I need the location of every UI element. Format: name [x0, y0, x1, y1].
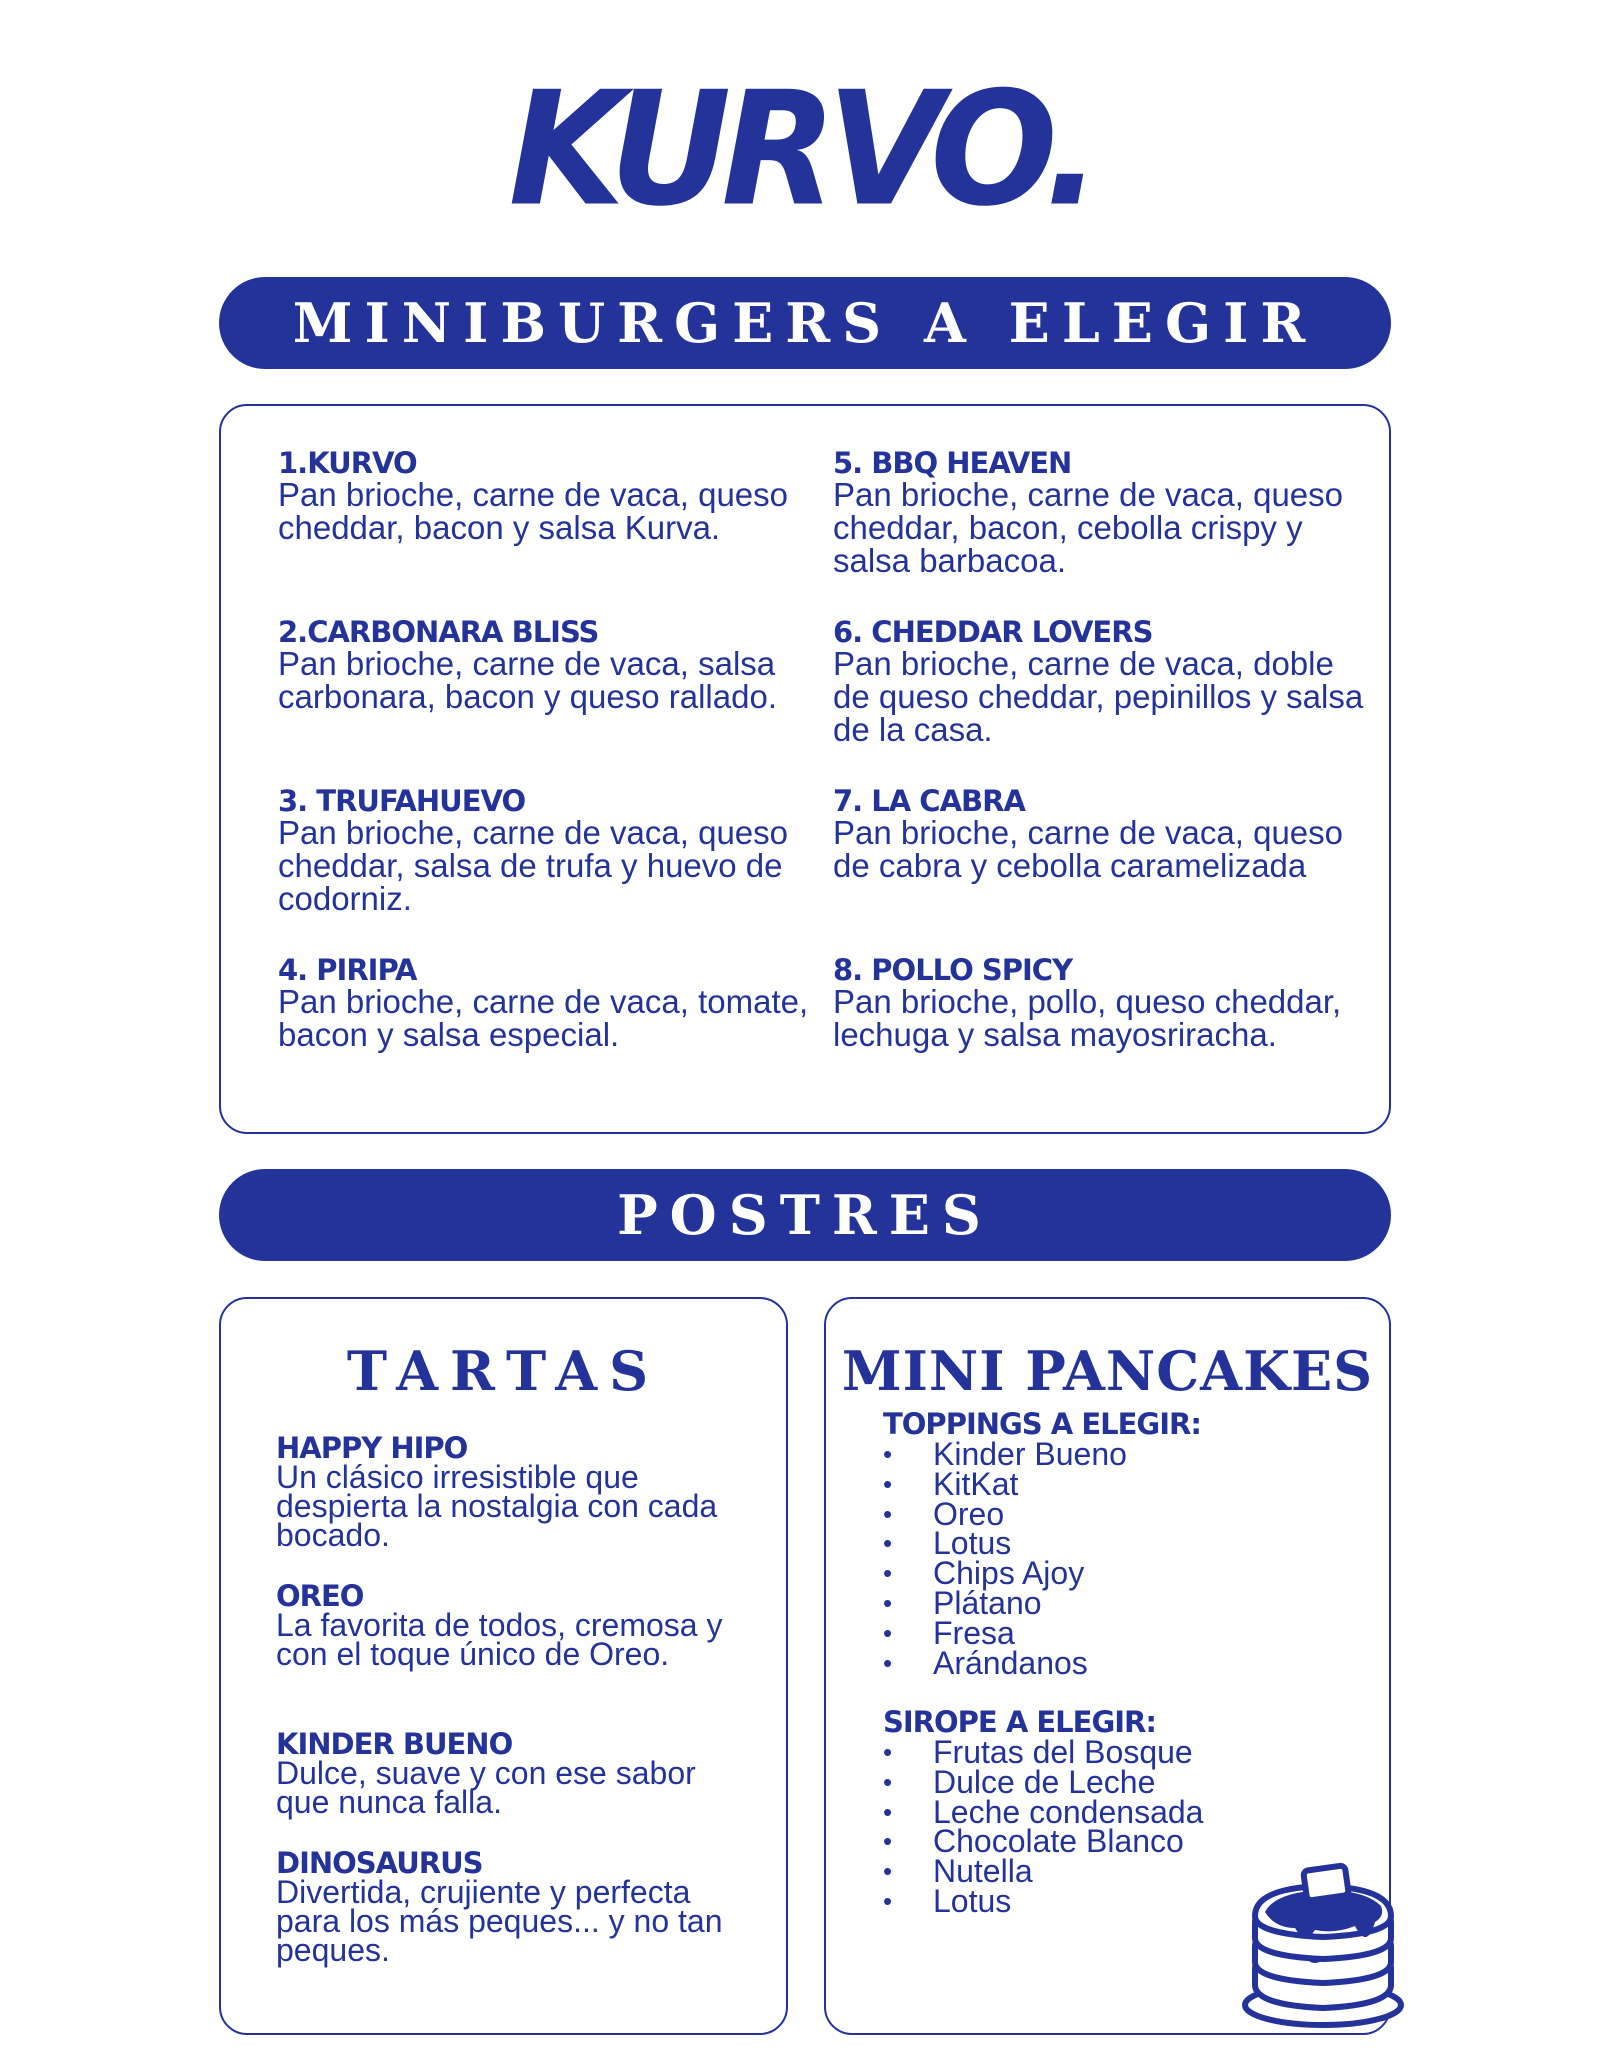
- burger-item: [833, 617, 1373, 746]
- burger-description: Pan brioche, carne de vaca, queso cheddar, salsa de trufa y huevo de codorniz.: [278, 814, 789, 917]
- sirope-list: [883, 1734, 1204, 1919]
- topping-item: • Lotus: [883, 1529, 1127, 1559]
- topping-item: • KitKat: [883, 1470, 1127, 1500]
- brand-logo: KURVO.: [508, 58, 1092, 242]
- tartas-title: TARTAS: [346, 1339, 661, 1403]
- tarta-name: OREO: [276, 1579, 364, 1613]
- burger-name: 1.KURVO: [278, 446, 417, 480]
- sirope-heading: SIROPE A ELEGIR:: [883, 1705, 1156, 1739]
- burger-item: [833, 786, 1373, 882]
- sirope-item: • Frutas del Bosque: [883, 1738, 1203, 1768]
- sirope-item: • Leche condensada: [883, 1798, 1203, 1828]
- tarta-name: HAPPY HIPO: [276, 1431, 468, 1465]
- burgers-panel: [219, 404, 1391, 1134]
- tartas-panel: [219, 1297, 788, 2035]
- burger-name: 6. CHEDDAR LOVERS: [833, 615, 1153, 649]
- tarta-item: [276, 1431, 756, 1553]
- tarta-name: KINDER BUENO: [276, 1727, 513, 1761]
- burger-name: 8. POLLO SPICY: [833, 953, 1073, 987]
- topping-item: • Plátano: [883, 1589, 1127, 1619]
- burger-name: 7. LA CABRA: [833, 784, 1025, 818]
- burger-item: [278, 955, 818, 1051]
- tarta-item: [276, 1846, 756, 1968]
- burger-name: 4. PIRIPA: [278, 953, 417, 987]
- pancakes-title: MINI PANCAKES: [841, 1339, 1374, 1403]
- topping-item: • Arándanos: [883, 1649, 1127, 1679]
- sirope-item: • Nutella: [883, 1857, 1203, 1887]
- burger-item: [278, 786, 818, 915]
- sirope-item: • Chocolate Blanco: [883, 1827, 1203, 1857]
- burger-description: Pan brioche, carne de vaca, tomate, bacon y salsa especial.: [278, 983, 809, 1053]
- burgers-section-title: MINIBURGERS A ELEGIR: [219, 277, 1391, 369]
- burger-name: 5. BBQ HEAVEN: [833, 446, 1072, 480]
- tarta-name: DINOSAURUS: [276, 1846, 483, 1880]
- pancake-stack-icon: [1235, 1850, 1405, 2030]
- toppings-list: [883, 1436, 1127, 1681]
- sirope-item: • Dulce de Leche: [883, 1768, 1203, 1798]
- burger-item: [833, 955, 1373, 1051]
- burger-item: [278, 617, 818, 713]
- topping-item: • Kinder Bueno: [883, 1440, 1127, 1470]
- topping-item: • Chips Ajoy: [883, 1559, 1127, 1589]
- tarta-description: La favorita de todos, cremosa y con el toque único de Oreo.: [276, 1607, 723, 1672]
- topping-item: • Oreo: [883, 1500, 1127, 1530]
- tarta-description: Un clásico irresistible que despierta la nostalgia con cada bocado.: [276, 1459, 718, 1553]
- burger-description: Pan brioche, carne de vaca, salsa carbonara, bacon y queso rallado.: [278, 645, 777, 715]
- burger-name: 2.CARBONARA BLISS: [278, 615, 599, 649]
- postres-section-title: POSTRES: [219, 1169, 1391, 1261]
- sirope-item: • Lotus: [883, 1887, 1203, 1917]
- toppings-heading: TOPPINGS A ELEGIR:: [883, 1407, 1201, 1441]
- burger-description: Pan brioche, carne de vaca, queso cheddar, bacon, cebolla crispy y salsa barbacoa.: [833, 476, 1344, 579]
- burger-name: 3. TRUFAHUEVO: [278, 784, 526, 818]
- burger-description: Pan brioche, pollo, queso cheddar, lechuga y salsa mayosriracha.: [833, 983, 1342, 1053]
- tarta-description: Divertida, crujiente y perfecta para los más peques... y no tan peques.: [276, 1874, 723, 1968]
- tarta-item: [276, 1579, 756, 1672]
- burger-item: [833, 448, 1373, 577]
- burger-description: Pan brioche, carne de vaca, queso de cabra y cebolla caramelizada: [833, 814, 1344, 884]
- burger-description: Pan brioche, carne de vaca, queso cheddar, bacon y salsa Kurva.: [278, 476, 789, 546]
- burger-item: [278, 448, 818, 544]
- tarta-description: Dulce, suave y con ese sabor que nunca falla.: [276, 1755, 696, 1820]
- burger-description: Pan brioche, carne de vaca, doble de queso cheddar, pepinillos y salsa de la casa.: [833, 645, 1364, 748]
- topping-item: • Fresa: [883, 1619, 1127, 1649]
- tarta-item: [276, 1727, 756, 1820]
